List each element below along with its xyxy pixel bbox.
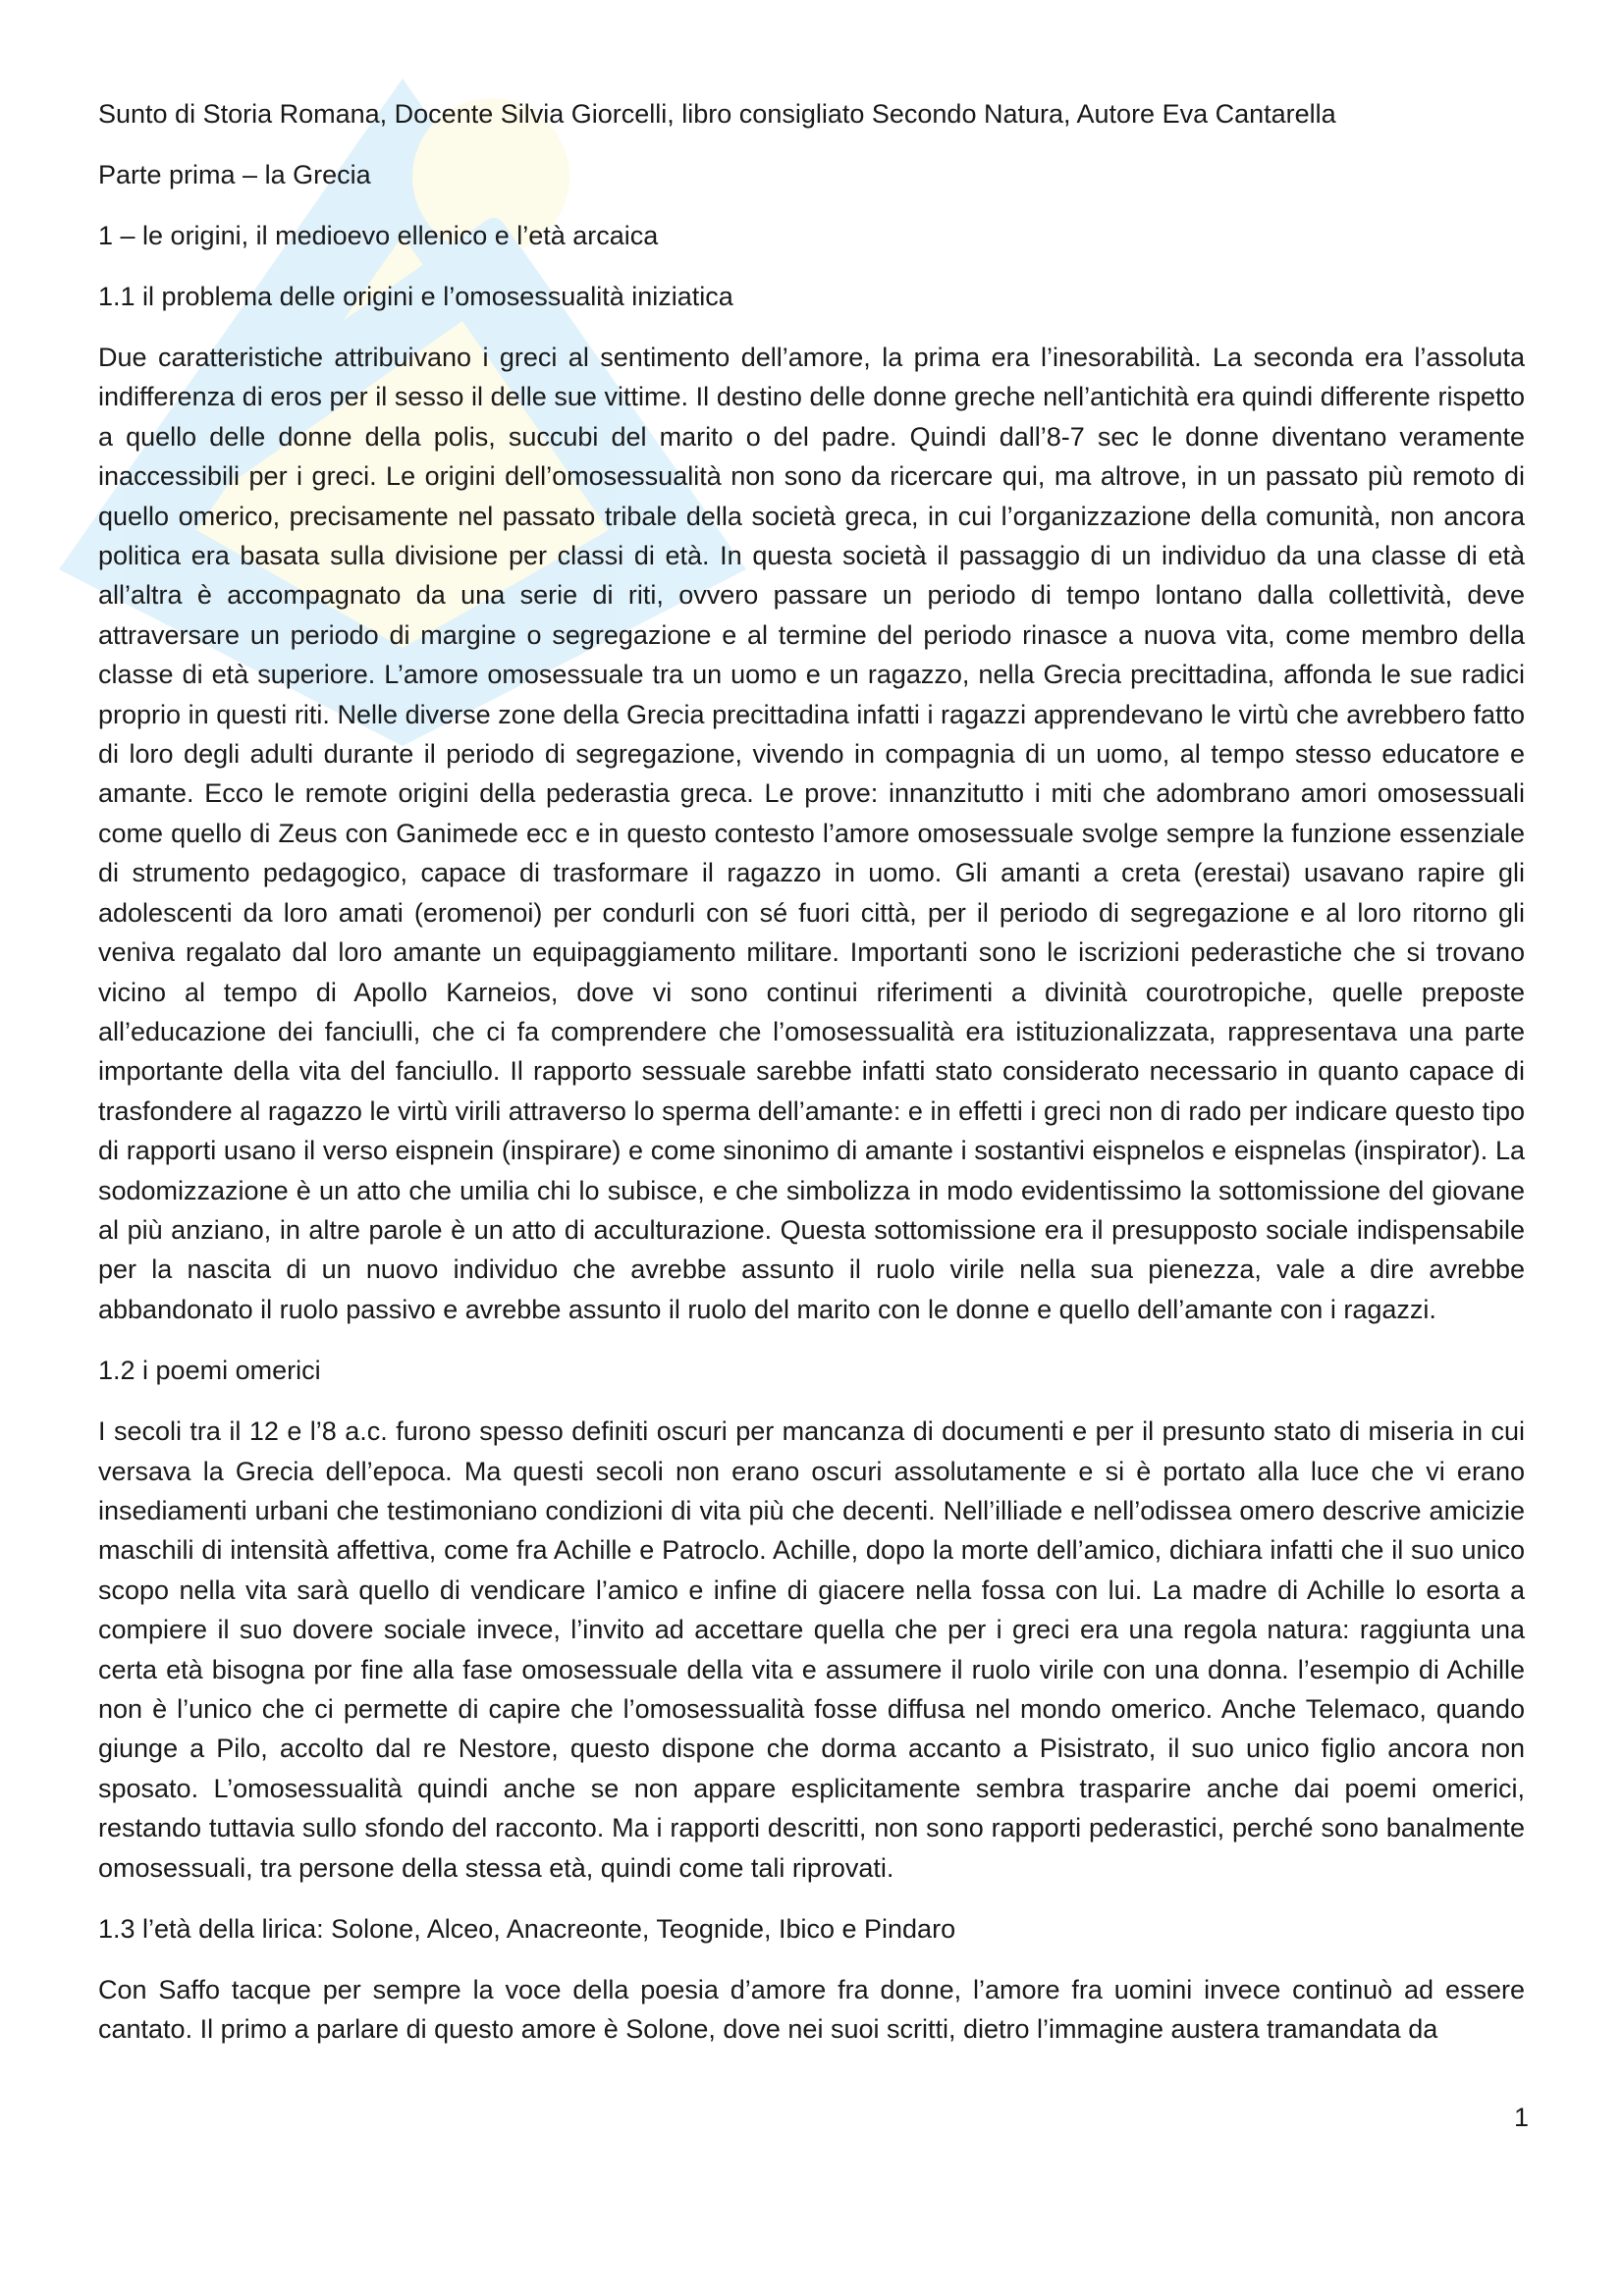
section-paragraph-1-1: Due caratteristiche attribuivano i greci al sentimento dell’amore, la prima era l’inesorabilità. La seconda era l’assoluta indifferenza di eros per il sesso il delle sue vittime. Il destino delle donne greche nell’antichità era quindi differente rispetto a quello delle donne della polis, succubi del marito o del padre. Quindi dall’8-7 sec le donne diventano veramente inaccessibili per i greci. Le origini dell’omosessualità non sono da ricercare qui, ma altrove, in un passato più remoto di quello omerico, precisamente nel passato tribale della società greca, in cui l’organizzazione della comunità, non ancora politica era basata sulla divisione per classi di età. In questa società il passaggio di un individuo da una classe di età all’altra è accompagnato da una serie di riti, ovvero passare un periodo di tempo lontano dalla collettività, deve attraversare un periodo di margine o segregazione e al termine del periodo rinasce a nuova vita, come membro della classe di età superiore. L’amore omosessuale tra un uomo e un ragazzo, nella Grecia precittadina, affonda le sue radici proprio in questi riti. Nelle diverse zone della Grecia precittadina infatti i ragazzi apprendevano le virtù che avrebbero fatto di loro degli adulti durante il periodo di segregazione, vivendo in compagnia di un uomo, al tempo stesso educatore e amante. Ecco le remote origini della pederastia greca. Le prove: innanzitutto i miti che adombrano amori omosessuali come quello di Zeus con Ganimede ecc e in questo contesto l’amore omosessuale svolge sempre la funzione essenziale di strumento pedagogico, capace di trasformare il ragazzo in uomo. Gli amanti a creta (erestai) usavano rapire gli adolescenti da loro amati (eromenoi) per condurli con sé fuori città, per il periodo di segregazione e al loro ritorno gli veniva regalato dal loro amante un equipaggiamento militare. Importanti sono le iscrizioni pederastiche che si trovano vicino al tempo di Apollo Karneios, dove vi sono continui riferimenti a divinità courotropiche, quelle preposte all’educazione dei fanciulli, che ci fa comprendere che l’omosessualità era istituzionalizzata, rappresentava una parte importante della vita del fanciullo. Il rapporto sessuale sarebbe infatti stato considerato necessario in quanto capace di trasfondere al ragazzo le virtù virili attraverso lo sperma dell’amante: e in effetti i greci non di rado per indicare questo tipo di rapporti usano il verso eispnein (inspirare) e come sinonimo di amante i sostantivi eispnelos e eispnelas (inspirator). La sodomizzazione è un atto che umilia chi lo subisce, e che simbolizza in modo evidentissimo la sottomissione del giovane al più anziano, in altre parole è un atto di acculturazione. Questa sottomissione era il presupposto sociale indispensabile per la nascita di un nuovo individuo che avrebbe assunto il ruolo virile nella sua pienezza, vale a dire avrebbe abbandonato il ruolo passivo e avrebbe assunto il ruolo del marito con le donne e quello dell’amante con i ragazzi. <box>98 343 1525 1324</box>
section-title-1-2: 1.2 i poemi omerici <box>98 1356 321 1386</box>
part-title: Parte prima – la Grecia <box>98 160 371 189</box>
page-number: 1 <box>1513 2103 1529 2132</box>
document-header-line: Sunto di Storia Romana, Docente Silvia Giorcelli, libro consigliato Secondo Natura, Autore Eva Cantarella <box>98 99 1336 129</box>
section-paragraph-1-2: I secoli tra il 12 e l’8 a.c. furono spesso definiti oscuri per mancanza di documenti e per il presunto stato di miseria in cui versava la Grecia dell’epoca. Ma questi secoli non erano oscuri assolutamente e si è portato alla luce che vi erano insediamenti urbani che testimoniano condizioni di vita più che decenti. Nell’illiade e nell’odissea omero descrive amicizie maschili di intensità affettiva, come fra Achille e Patroclo. Achille, dopo la morte dell’amico, dichiara infatti che il suo unico scopo nella vita sarà quello di vendicare l’amico e infine di giacere nella fossa con lui. La madre di Achille lo esorta a compiere il suo dovere sociale invece, l’invito ad accettare quella che per i greci era una regola natura: raggiunta una certa età bisogna por fine alla fase omosessuale della vita e assumere il ruolo virile con una donna. l’esempio di Achille non è l’unico che ci permette di capire che l’omosessualità fosse diffusa nel mondo omerico. Anche Telemaco, quando giunge a Pilo, accolto dal re Nestore, questo dispone che dorma accanto a Pisistrato, il suo unico figlio ancora non sposato. L’omosessualità quindi anche se non appare esplicitamente sembra trasparire anche dai poemi omerici, restando tuttavia sullo sfondo del racconto. Ma i rapporti descritti, non sono rapporti pederastici, perché sono banalmente omosessuali, tra persone della stessa età, quindi come tali riprovati. <box>98 1416 1525 1883</box>
section-paragraph-1-3: Con Saffo tacque per sempre la voce della poesia d’amore fra donne, l’amore fra uomini invece continuò ad essere cantato. Il primo a parlare di questo amore è Solone, dove nei suoi scritti, dietro l’immagine austera tramandata da <box>98 1975 1525 2045</box>
section-title-1-1: 1.1 il problema delle origini e l’omosessualità iniziatica <box>98 282 733 311</box>
chapter-title: 1 – le origini, il medioevo ellenico e l’età arcaica <box>98 221 659 250</box>
document-page <box>98 94 1525 2071</box>
section-title-1-3: 1.3 l’età della lirica: Solone, Alceo, Anacreonte, Teognide, Ibico e Pindaro <box>98 1914 956 1945</box>
